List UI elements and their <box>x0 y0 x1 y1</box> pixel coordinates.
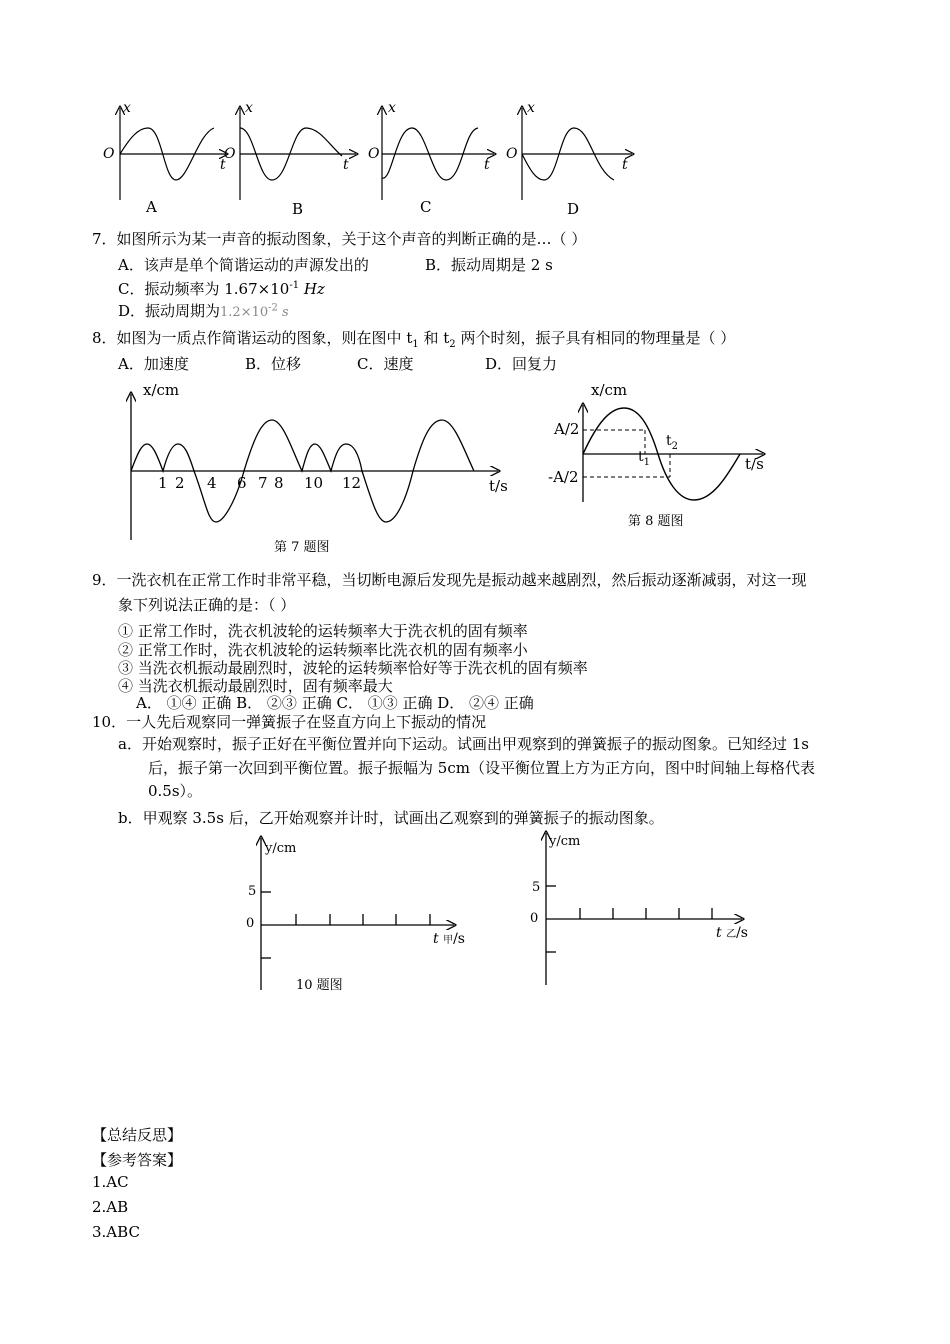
answer-3: 3.ABC <box>92 1223 140 1241</box>
fig10-right-y0: 0 <box>530 911 539 926</box>
fig8-xlabel: t/s <box>745 455 764 473</box>
fig7-tick-2: 2 <box>175 474 185 492</box>
q7-option-d <box>118 300 289 321</box>
fig8-caption: 第 8 题图 <box>628 514 684 529</box>
option-graph-d <box>522 108 632 200</box>
q10-part-a-line1: a．开始观察时，振子正好在平衡位置并向下运动。试画出甲观察到的弹簧振子的振动图象。已知经过 1s <box>118 735 809 753</box>
axis-x-label-b: x <box>245 100 253 116</box>
fig10-graph-right <box>546 833 742 985</box>
fig7-tick-12: 12 <box>342 474 362 492</box>
fig7-tick-10: 10 <box>304 474 324 492</box>
q10-part-a-line2: 后，振子第一次回到平衡位置。振子振幅为 5cm（设平衡位置上方为正方向，图中时间轴上每格代表 <box>148 759 815 777</box>
q7-option-c-exp: -1 <box>289 280 300 291</box>
fig10-left-y5: 5 <box>248 884 257 899</box>
option-label-c: C <box>420 198 432 216</box>
q7-stem: 7．如图所示为某一声音的振动图象，关于这个声音的判断正确的是…（ ） <box>92 230 587 248</box>
fig10-right-ylabel: y/cm <box>549 834 581 849</box>
origin-label-a: O <box>103 146 115 162</box>
q7-option-b: B．振动周期是 2 s <box>425 256 553 274</box>
option-graph-c <box>382 108 494 200</box>
axis-t-label-c: t <box>484 157 490 173</box>
q8-option-b: B．位移 <box>245 355 302 373</box>
fig10-caption: 10 题图 <box>296 978 343 993</box>
q7-option-c-unit: Hz <box>303 280 325 298</box>
answers-heading: 【参考答案】 <box>92 1151 183 1169</box>
answer-2: 2.AB <box>92 1198 129 1216</box>
q8-stem: 8．如图为一质点作简谐运动的图象，则在图中 $t_1$ 和 $t_2$ 两个时刻，振子具有相同的物理量是（ ） <box>92 329 736 350</box>
fig7-tick-8: 8 <box>274 474 284 492</box>
origin-label-b: O <box>224 146 236 162</box>
fig10-left-ylabel: y/cm <box>265 841 297 856</box>
axis-x-label-c: x <box>388 100 396 116</box>
q9-options: A． ①④ 正确 B． ②③ 正确 C． ①③ 正确 D． ②④ 正确 <box>136 694 534 712</box>
q8-option-d: D．回复力 <box>485 355 558 373</box>
fig10-left-xlabel: t 甲/s <box>433 931 465 947</box>
fig10-right-y5: 5 <box>532 880 541 895</box>
axis-x-label-d: x <box>527 100 535 116</box>
axis-x-label-a: x <box>123 100 131 116</box>
q9-item-4: ④ 当洗衣机振动最剧烈时，固有频率最大 <box>118 677 393 695</box>
q10-part-b: b．甲观察 3.5s 后，乙开始观察并计时，试画出乙观察到的弹簧振子的振动图象。 <box>118 809 664 827</box>
q9-item-3: ③ 当洗衣机振动最剧烈时，波轮的运转频率恰好等于洗衣机的固有频率 <box>118 659 588 677</box>
fig7-caption: 第 7 题图 <box>274 540 330 555</box>
option-label-d: D <box>567 200 580 218</box>
fig8-a-neg: -A/2 <box>548 468 579 486</box>
fig7-xlabel: t/s <box>489 477 508 495</box>
fig7-ylabel: x/cm <box>143 381 180 399</box>
q9-stem-line2: 象下列说法正确的是：（ ） <box>118 596 296 614</box>
q10-part-a-line3: 0.5s）。 <box>148 782 203 800</box>
origin-label-c: O <box>368 146 380 162</box>
option-label-b: B <box>292 200 304 218</box>
q7-option-d-text: D．振动周期为 <box>118 302 221 320</box>
fig8-t2: $t_2$ <box>666 433 679 452</box>
fig10-left-y0: 0 <box>246 916 255 931</box>
q8-option-a: A．加速度 <box>118 355 189 373</box>
fig10-right-xlabel: t 乙/s <box>716 925 748 941</box>
origin-label-d: O <box>506 146 518 162</box>
q7-option-c-text: C．振动频率为 1.67×10 <box>118 280 290 298</box>
fig7-tick-7: 7 <box>258 474 268 492</box>
axis-t-label-b: t <box>343 157 349 173</box>
option-graph-b <box>240 108 356 200</box>
fig8-t1: $t_1$ <box>638 449 651 468</box>
answer-1: 1.AC <box>92 1173 129 1191</box>
q7-option-c <box>118 278 325 299</box>
q8-option-c: C．速度 <box>357 355 414 373</box>
axis-t-label-d: t <box>622 157 628 173</box>
q7-option-a: A．该声是单个简谐运动的声源发出的 <box>118 256 369 274</box>
fig8-a-pos: A/2 <box>554 420 580 438</box>
q9-item-2: ② 正常工作时，洗衣机波轮的运转频率比洗衣机的固有频率小 <box>118 641 528 659</box>
q7-option-d-value: $1.2\times 10^{-2}$ s <box>220 302 289 320</box>
q9-stem-line1: 9．一洗衣机在正常工作时非常平稳，当切断电源后发现先是振动越来越剧烈，然后振动逐渐减弱，对这一现 <box>92 571 807 589</box>
fig7-tick-1: 1 <box>158 474 168 492</box>
q9-item-1: ① 正常工作时，洗衣机波轮的运转频率大于洗衣机的固有频率 <box>118 622 528 640</box>
fig7-tick-6: 6 <box>237 474 247 492</box>
fig7-tick-4: 4 <box>207 474 217 492</box>
fig10-graph-left <box>261 838 454 990</box>
option-graphs <box>0 0 950 230</box>
fig8-ylabel: x/cm <box>591 381 628 399</box>
option-graph-a <box>120 108 226 200</box>
option-label-a: A <box>146 198 157 216</box>
q10-stem: 10．一人先后观察同一弹簧振子在竖直方向上下振动的情况 <box>92 713 487 731</box>
axis-t-label-a: t <box>220 157 226 173</box>
summary-heading: 【总结反思】 <box>92 1126 183 1144</box>
